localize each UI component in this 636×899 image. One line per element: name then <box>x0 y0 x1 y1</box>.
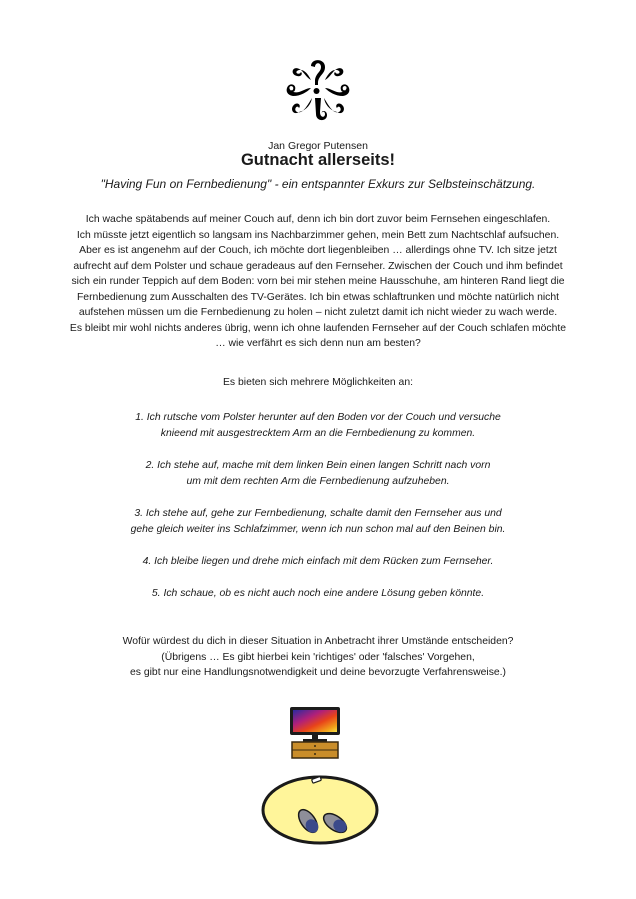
intro-line: aufstehen müssen um die Fernbedienung zu holen – nicht zuletzt damit ich nicht wieder zu wach werde. <box>78 307 558 318</box>
question-line: Wofür würdest du dich in dieser Situation in Anbetracht ihrer Umstände entscheiden? <box>122 636 514 647</box>
question-line: (Übrigens … Es gibt hierbei kein 'richtiges' oder 'falsches' Vorgehen, <box>161 651 475 663</box>
option-line: 4. Ich bleibe liegen und drehe mich einfach mit dem Rücken zum Fernseher. <box>142 556 494 567</box>
intro-line: Aber es ist angenehm auf der Couch, ich möchte dort liegenbleiben … allerdings ohne TV. Ich sitze jetzt <box>79 245 557 256</box>
intro-line: Ich wache spätabends auf meiner Couch auf, denn ich bin dort zuvor beim Fernsehen eingeschlafen. <box>85 214 551 225</box>
option-line: 5. Ich schaue, ob es nicht auch noch eine andere Lösung geben könnte. <box>151 588 485 599</box>
option-3 <box>0 506 636 537</box>
intro-line: Es bleibt mir wohl nichts anderes übrig, wenn ich ohne laufenden Fernseher auf der Couch schlafen möchte <box>69 322 567 334</box>
option-2 <box>0 458 636 489</box>
author-name: Jan Gregor Putensen <box>268 140 368 152</box>
question-line: es gibt nur eine Handlungsnotwendigkeit und deine bevorzugte Verfahrensweise.) <box>129 667 507 678</box>
intro-line: Ich müsste jetzt eigentlich so langsam ins Nachbarzimmer gehen, mein Bett zum Nachtschlaf aufsuchen. <box>76 229 560 241</box>
option-line: 3. Ich stehe auf, gehe zur Fernbedienung, schalte damit den Fernseher aus und <box>134 508 502 519</box>
option-line: 1. Ich rutsche vom Polster herunter auf den Boden vor der Couch und versuche <box>135 412 501 423</box>
intro-line: sich ein runder Teppich auf dem Boden: vorn bei mir stehen meine Hausschuhe, am hinteren Rand liegt die <box>71 276 565 287</box>
intro-paragraph <box>40 212 596 352</box>
option-line: um mit dem rechten Arm die Fernbedienung aufzuheben. <box>186 475 450 487</box>
closing-question <box>0 634 636 681</box>
intro-line: aufrecht auf dem Polster und schaue geradeaus auf den Fernseher. Zwischen der Couch und ihm befindet <box>73 260 563 272</box>
options-heading: Es bieten sich mehrere Möglichkeiten an: <box>222 377 413 388</box>
option-1 <box>0 410 636 441</box>
tv-icon <box>290 707 340 742</box>
option-line: gehe gleich weiter ins Schlafzimmer, wenn ich nun schon mal auf den Beinen bin. <box>130 523 506 535</box>
intro-line: Fernbedienung zum Ausschalten des TV-Gerätes. Ich bin etwas schlaftrunken und möchte natürlich nicht <box>76 291 560 303</box>
question-mark-flower-ornament-icon <box>283 52 353 122</box>
option-4 <box>0 554 636 570</box>
option-5 <box>0 586 636 602</box>
intro-line: … wie verfährt es sich denn nun am besten? <box>215 338 421 349</box>
option-line: knieend mit ausgestrecktem Arm an die Fernbedienung zu kommen. <box>160 427 476 439</box>
round-rug-icon <box>263 777 377 843</box>
tv-stand-icon <box>292 742 338 758</box>
page-subtitle: "Having Fun on Fernbedienung" - ein entspannter Exkurs zur Selbsteinschätzung. <box>100 177 536 191</box>
page-title: Gutnacht allerseits! <box>240 151 396 169</box>
option-line: 2. Ich stehe auf, mache mit dem linken Bein einen langen Schritt nach vorn <box>145 460 491 471</box>
tv-rug-slippers-illustration <box>255 705 385 855</box>
